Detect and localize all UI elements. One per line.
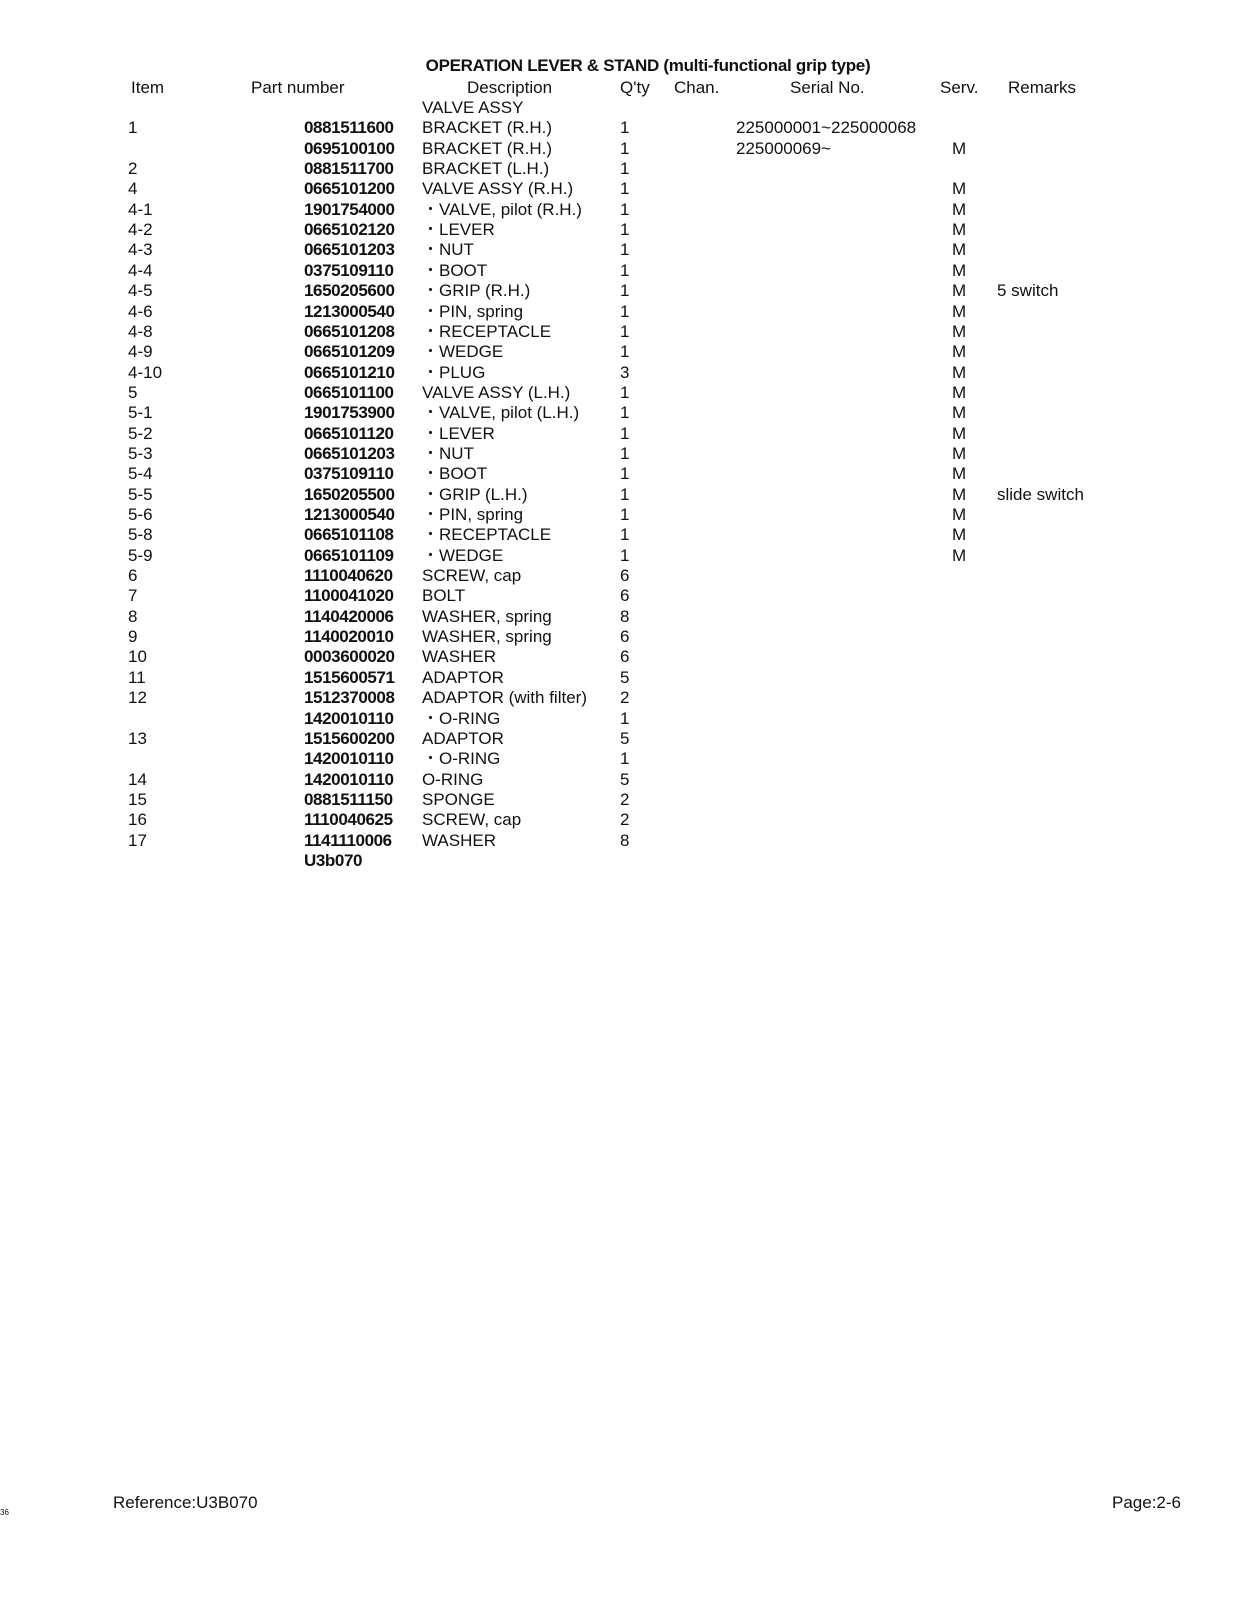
row-part-number: 1515600200 bbox=[304, 728, 395, 748]
row-part-number: 1141110006 bbox=[304, 830, 392, 850]
table-row bbox=[0, 464, 1236, 484]
table-row bbox=[0, 179, 1236, 199]
row-service: M bbox=[952, 301, 967, 321]
row-item: 5-5 bbox=[128, 484, 153, 504]
row-service: M bbox=[952, 464, 967, 484]
row-quantity: 1 bbox=[620, 220, 630, 240]
row-part-number: 0665101108 bbox=[304, 525, 394, 545]
row-part-number: 0665101209 bbox=[304, 342, 395, 362]
row-quantity: 1 bbox=[620, 118, 630, 138]
header-part-number: Part number bbox=[251, 78, 345, 97]
row-quantity: 1 bbox=[620, 443, 630, 463]
row-description: ・O-RING bbox=[422, 708, 501, 728]
row-description: ・LEVER bbox=[422, 423, 495, 443]
row-part-number: 0695100100 bbox=[304, 138, 395, 158]
row-service: M bbox=[952, 484, 967, 504]
row-description: BRACKET (L.H.) bbox=[422, 159, 550, 179]
row-item: 10 bbox=[128, 647, 147, 667]
row-part-number: 0665101120 bbox=[304, 423, 394, 443]
row-part-number: 0375109110 bbox=[304, 260, 394, 280]
row-service: M bbox=[952, 179, 967, 199]
row-item: 6 bbox=[128, 566, 138, 586]
row-description: WASHER, spring bbox=[422, 627, 552, 647]
row-description: ADAPTOR bbox=[422, 728, 504, 748]
row-description: BOLT bbox=[422, 586, 466, 606]
table-row bbox=[0, 98, 1236, 118]
table-row bbox=[0, 851, 1236, 871]
table-row bbox=[0, 688, 1236, 708]
row-quantity: 2 bbox=[620, 810, 630, 830]
table-row bbox=[0, 810, 1236, 830]
row-item: 7 bbox=[128, 586, 138, 606]
row-item: 4-10 bbox=[128, 362, 163, 382]
row-item: 4-6 bbox=[128, 301, 153, 321]
row-service: M bbox=[952, 199, 967, 219]
row-item: 8 bbox=[128, 606, 138, 626]
row-quantity: 6 bbox=[620, 566, 630, 586]
row-item: 5-8 bbox=[128, 525, 153, 545]
table-row bbox=[0, 586, 1236, 606]
row-item: 4-2 bbox=[128, 220, 153, 240]
row-item: 5-9 bbox=[128, 545, 153, 565]
row-part-number: 1213000540 bbox=[304, 301, 395, 321]
row-quantity: 6 bbox=[620, 627, 630, 647]
reference-label: Reference:U3B070 bbox=[113, 1493, 258, 1512]
row-quantity: 1 bbox=[620, 382, 630, 402]
row-part-number: 0881511150 bbox=[304, 789, 393, 809]
table-header bbox=[0, 78, 1236, 98]
row-description: ・PLUG bbox=[422, 362, 486, 382]
row-item: 16 bbox=[128, 810, 147, 830]
row-part-number: 1420010110 bbox=[304, 708, 394, 728]
row-service: M bbox=[952, 321, 967, 341]
row-item: 5-6 bbox=[128, 505, 153, 524]
row-quantity: 1 bbox=[620, 159, 630, 179]
row-part-number: 1110040620 bbox=[304, 566, 393, 586]
table-row bbox=[0, 566, 1236, 586]
row-quantity: 8 bbox=[620, 606, 630, 626]
row-part-number: 1140020010 bbox=[304, 627, 394, 647]
table-row bbox=[0, 831, 1236, 851]
row-part-number: 1110040625 bbox=[304, 810, 393, 830]
page-number: 36 bbox=[0, 1508, 9, 1517]
row-quantity: 1 bbox=[620, 484, 630, 504]
row-description: ・GRIP (L.H.) bbox=[422, 484, 528, 504]
row-quantity: 1 bbox=[620, 545, 630, 565]
row-service: M bbox=[952, 281, 967, 301]
row-description: VALVE ASSY (R.H.) bbox=[422, 179, 574, 199]
row-part-number: 0375109110 bbox=[304, 464, 394, 484]
row-description: VALVE ASSY bbox=[422, 98, 524, 117]
table-row bbox=[0, 281, 1236, 301]
table-row bbox=[0, 302, 1236, 322]
row-part-number: 1420010110 bbox=[304, 749, 394, 769]
row-service: M bbox=[952, 240, 967, 260]
row-service: M bbox=[952, 260, 967, 280]
row-quantity: 1 bbox=[620, 423, 630, 443]
table-row bbox=[0, 159, 1236, 179]
row-quantity: 2 bbox=[620, 789, 630, 809]
table-row bbox=[0, 322, 1236, 342]
row-item: 5 bbox=[128, 382, 138, 402]
row-service: M bbox=[952, 342, 967, 362]
row-service: M bbox=[952, 382, 967, 402]
row-part-number: 1650205500 bbox=[304, 484, 395, 504]
row-description: WASHER bbox=[422, 830, 496, 850]
row-description: O-RING bbox=[422, 769, 484, 789]
table-row bbox=[0, 424, 1236, 444]
row-description: ・VALVE, pilot (L.H.) bbox=[422, 403, 580, 423]
table-row bbox=[0, 403, 1236, 423]
row-part-number: 0665102120 bbox=[304, 220, 395, 240]
row-part-number: 1901753900 bbox=[304, 403, 395, 423]
table-row bbox=[0, 668, 1236, 688]
row-quantity: 1 bbox=[620, 525, 630, 545]
row-item: 14 bbox=[128, 769, 147, 789]
row-service: M bbox=[952, 362, 967, 382]
row-item: 17 bbox=[128, 830, 147, 850]
row-quantity: 1 bbox=[620, 708, 630, 728]
page-label: Page:2-6 bbox=[1112, 1493, 1181, 1512]
row-quantity: 1 bbox=[620, 301, 630, 321]
row-item: 5-3 bbox=[128, 443, 153, 463]
row-quantity: 1 bbox=[620, 199, 630, 219]
row-part-number: 0665101109 bbox=[304, 545, 394, 565]
row-service: M bbox=[952, 138, 967, 158]
row-quantity: 1 bbox=[620, 138, 630, 158]
row-part-number: 1512370008 bbox=[304, 688, 395, 708]
row-description: ・WEDGE bbox=[422, 545, 504, 565]
header-item: Item bbox=[131, 78, 165, 97]
row-description: SCREW, cap bbox=[422, 810, 522, 830]
table-row bbox=[0, 342, 1236, 362]
table-row bbox=[0, 220, 1236, 240]
row-item: 12 bbox=[128, 688, 147, 708]
row-item: 5-4 bbox=[128, 464, 153, 484]
row-item: 13 bbox=[128, 728, 147, 748]
row-quantity: 2 bbox=[620, 688, 630, 708]
table-row bbox=[0, 363, 1236, 383]
header-serial-no: Serial No. bbox=[790, 78, 865, 97]
row-description: ・PIN, spring bbox=[422, 505, 524, 524]
row-part-number: 1213000540 bbox=[304, 505, 395, 524]
row-item: 5-1 bbox=[128, 403, 153, 423]
row-part-number: 0665101100 bbox=[304, 382, 394, 402]
row-quantity: 8 bbox=[620, 830, 630, 850]
row-description: ・PIN, spring bbox=[422, 301, 524, 321]
row-part-number: 1515600571 bbox=[304, 667, 395, 687]
row-item: 4-8 bbox=[128, 321, 153, 341]
table-row bbox=[0, 546, 1236, 566]
row-part-number: 0665101210 bbox=[304, 362, 395, 382]
row-description: SCREW, cap bbox=[422, 566, 522, 586]
table-row bbox=[0, 770, 1236, 790]
row-quantity: 1 bbox=[620, 260, 630, 280]
row-description: ・LEVER bbox=[422, 220, 495, 240]
table-row bbox=[0, 485, 1236, 505]
row-item: 4 bbox=[128, 179, 138, 199]
row-part-number: 1650205600 bbox=[304, 281, 395, 301]
table-row bbox=[0, 118, 1236, 138]
row-item: 4-4 bbox=[128, 260, 153, 280]
table-row bbox=[0, 709, 1236, 729]
row-description: WASHER, spring bbox=[422, 606, 552, 626]
row-serial-no: 225000001~225000068 bbox=[736, 118, 917, 138]
table-row bbox=[0, 200, 1236, 220]
table-row bbox=[0, 525, 1236, 545]
row-description: SPONGE bbox=[422, 789, 495, 809]
row-quantity: 1 bbox=[620, 342, 630, 362]
row-item: 4-5 bbox=[128, 281, 153, 301]
row-description: WASHER bbox=[422, 647, 496, 667]
row-item: 4-3 bbox=[128, 240, 153, 260]
row-description: ・GRIP (R.H.) bbox=[422, 281, 531, 301]
row-part-number: U3b070 bbox=[304, 850, 363, 870]
table-row bbox=[0, 607, 1236, 627]
row-service: M bbox=[952, 525, 967, 545]
header-description: Description bbox=[467, 78, 553, 97]
row-quantity: 1 bbox=[620, 749, 630, 769]
row-description: ・RECEPTACLE bbox=[422, 321, 552, 341]
row-service: M bbox=[952, 423, 967, 443]
table-row bbox=[0, 729, 1236, 749]
row-remarks: 5 switch bbox=[997, 281, 1059, 301]
table-row bbox=[0, 647, 1236, 667]
row-quantity: 1 bbox=[620, 281, 630, 301]
row-part-number: 1140420006 bbox=[304, 606, 394, 626]
header-quantity: Q'ty bbox=[620, 78, 650, 97]
row-description: ・NUT bbox=[422, 240, 474, 260]
row-quantity: 1 bbox=[620, 240, 630, 260]
row-remarks: slide switch bbox=[997, 484, 1084, 504]
row-service: M bbox=[952, 505, 967, 524]
table-row bbox=[0, 505, 1236, 525]
row-quantity: 3 bbox=[620, 362, 630, 382]
row-description: ADAPTOR (with filter) bbox=[422, 688, 587, 708]
row-quantity: 1 bbox=[620, 505, 630, 524]
row-quantity: 1 bbox=[620, 321, 630, 341]
row-description: ・RECEPTACLE bbox=[422, 525, 552, 545]
row-item: 1 bbox=[128, 118, 138, 138]
row-quantity: 5 bbox=[620, 769, 630, 789]
row-item: 15 bbox=[128, 789, 147, 809]
table-row bbox=[0, 790, 1236, 810]
row-part-number: 1420010110 bbox=[304, 769, 394, 789]
row-serial-no: 225000069~ bbox=[736, 138, 832, 158]
row-description: ・VALVE, pilot (R.H.) bbox=[422, 199, 582, 219]
row-part-number: 1100041020 bbox=[304, 586, 394, 606]
row-quantity: 5 bbox=[620, 728, 630, 748]
row-description: ADAPTOR bbox=[422, 667, 504, 687]
row-part-number: 1901754000 bbox=[304, 199, 395, 219]
row-description: ・WEDGE bbox=[422, 342, 504, 362]
row-item: 2 bbox=[128, 159, 138, 179]
table-row bbox=[0, 444, 1236, 464]
table-row bbox=[0, 139, 1236, 159]
row-quantity: 1 bbox=[620, 464, 630, 484]
row-item: 4-1 bbox=[128, 199, 153, 219]
row-quantity: 1 bbox=[620, 179, 630, 199]
row-quantity: 6 bbox=[620, 586, 630, 606]
row-quantity: 6 bbox=[620, 647, 630, 667]
row-part-number: 0665101208 bbox=[304, 321, 395, 341]
row-item: 4-9 bbox=[128, 342, 153, 362]
page-title: OPERATION LEVER & STAND (multi-functional grip type) bbox=[425, 56, 871, 75]
row-part-number: 0665101203 bbox=[304, 443, 395, 463]
row-description: VALVE ASSY (L.H.) bbox=[422, 382, 571, 402]
table-row bbox=[0, 261, 1236, 281]
table-row bbox=[0, 383, 1236, 403]
row-part-number: 0003600020 bbox=[304, 647, 395, 667]
row-description: ・BOOT bbox=[422, 260, 488, 280]
row-part-number: 0881511700 bbox=[304, 159, 394, 179]
table-row bbox=[0, 627, 1236, 647]
row-part-number: 0665101200 bbox=[304, 179, 395, 199]
row-item: 9 bbox=[128, 627, 138, 647]
row-part-number: 0881511600 bbox=[304, 118, 394, 138]
row-service: M bbox=[952, 443, 967, 463]
header-remarks: Remarks bbox=[1008, 78, 1077, 97]
row-description: ・O-RING bbox=[422, 749, 501, 769]
header-change: Chan. bbox=[674, 78, 720, 97]
row-description: BRACKET (R.H.) bbox=[422, 138, 553, 158]
row-item: 5-2 bbox=[128, 423, 153, 443]
row-description: ・BOOT bbox=[422, 464, 488, 484]
table-row bbox=[0, 240, 1236, 260]
row-part-number: 0665101203 bbox=[304, 240, 395, 260]
row-description: ・NUT bbox=[422, 443, 474, 463]
row-service: M bbox=[952, 220, 967, 240]
table-row bbox=[0, 749, 1236, 769]
row-description: BRACKET (R.H.) bbox=[422, 118, 553, 138]
row-quantity: 1 bbox=[620, 403, 630, 423]
row-service: M bbox=[952, 545, 967, 565]
header-service: Serv. bbox=[940, 78, 979, 97]
row-quantity: 5 bbox=[620, 667, 630, 687]
row-item: 11 bbox=[128, 667, 146, 687]
row-service: M bbox=[952, 403, 967, 423]
